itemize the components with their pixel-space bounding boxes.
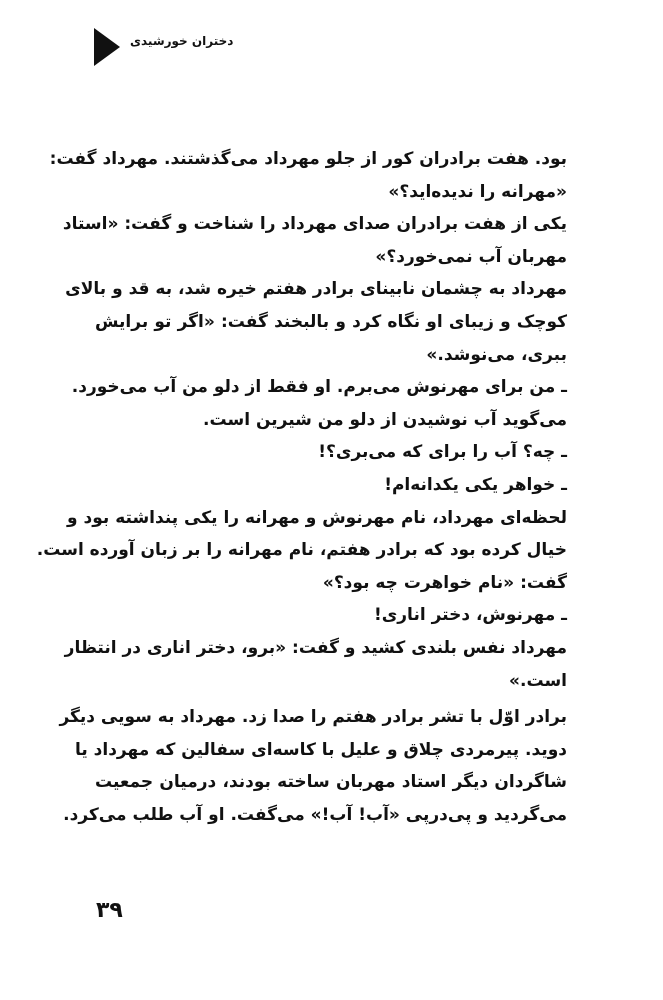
text-line: دوید. پیرمردی چلاق و علیل با کاسه‌ای سفالین که مهرداد یا <box>74 739 567 760</box>
text-line: ـ من برای مهرنوش می‌برم. او فقط از دلو من آب می‌خورد. <box>71 377 567 398</box>
text-line: شاگردان دیگر استاد مهربان ساخته بودند، درمیان جمعیت <box>95 772 567 793</box>
text-line: مهرداد به چشمان نابینای برادر هفتم خیره شد، به قد و بالای <box>65 279 567 300</box>
text-line: خیال کرده بود که برادر هفتم، نام مهرانه را بر زبان آورده است. <box>36 540 567 561</box>
text-line: برادر اوّل با تشر برادر هفتم را صدا زد. مهرداد به سویی دیگر <box>59 707 567 728</box>
text-line: مهربان آب نمی‌خورد؟» <box>375 246 567 267</box>
text-line: است.» <box>509 670 567 691</box>
text-line: گفت: «نام خواهرت چه بود؟» <box>322 572 567 593</box>
text-line: بود. هفت برادران کور از جلو مهرداد می‌گذشتند. مهرداد گفت: <box>49 149 567 169</box>
text-line: «مهرانه را ندیده‌اید؟» <box>388 181 567 202</box>
text-line: می‌گوید آب نوشیدن از دلو من شیرین است. <box>203 409 567 430</box>
text-line: یکی از هفت برادران صدای مهرداد را شناخت و گفت: «استاد <box>62 214 567 235</box>
text-line: مهرداد نفس بلندی کشید و گفت: «برو، دختر اناری در انتظار <box>64 637 567 658</box>
page-header <box>94 24 244 70</box>
text-line: ـ چه؟ آب را برای که می‌بری؟! <box>318 442 567 463</box>
page-number: ۳۹ <box>96 898 123 923</box>
text-line: می‌گردید و پی‌درپی «آب! آب!» می‌گفت. او آب طلب می‌کرد. <box>63 804 567 825</box>
text-line: ببری، می‌نوشد.» <box>426 344 567 365</box>
body-text <box>36 143 567 831</box>
running-title: دختران خورشیدی <box>130 34 234 48</box>
text-line: لحظه‌ای مهرداد، نام مهرنوش و مهرانه را یکی پنداشته بود و <box>67 507 567 528</box>
text-line: ـ خواهر یکی یکدانه‌ام! <box>384 474 567 495</box>
triangle-pointer-icon <box>94 28 120 66</box>
text-line: ـ مهرنوش، دختر اناری! <box>373 605 567 626</box>
text-line: کوچک و زیبای او نگاه کرد و بالبخند گفت: «اگر تو برایش <box>95 311 567 332</box>
